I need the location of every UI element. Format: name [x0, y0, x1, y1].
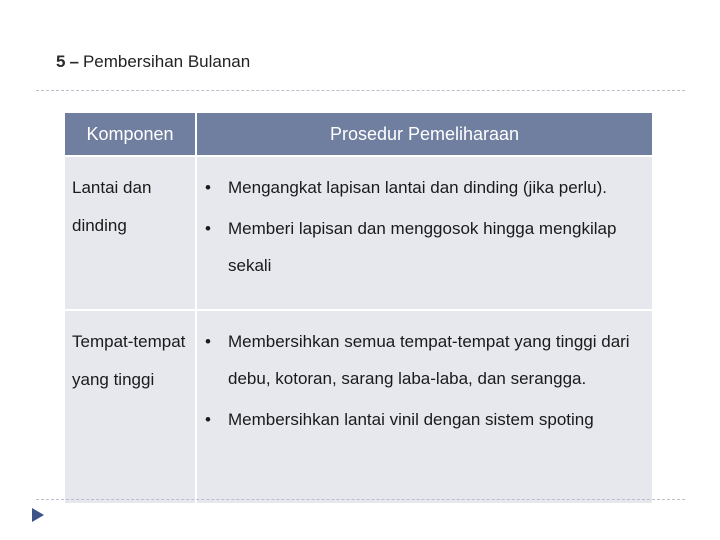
bullet-icon: • [205, 219, 211, 238]
table-row [65, 309, 652, 503]
component-label: Tempat-tempat yang tinggi [72, 332, 186, 389]
procedure-cell [197, 155, 652, 309]
procedure-text: Membersihkan lantai vinil dengan sistem spoting [228, 410, 594, 429]
bullet-icon: • [205, 332, 211, 351]
slide-title [56, 50, 250, 74]
component-cell [65, 155, 197, 309]
maintenance-table [65, 113, 652, 503]
procedure-text: Mengangkat lapisan lantai dan dinding (jika perlu). [228, 178, 607, 197]
slide-title-text: Pembersihan Bulanan [82, 52, 251, 71]
header-procedure: Prosedur Pemeliharaan [197, 113, 652, 155]
procedure-list [197, 311, 652, 452]
procedure-item [205, 323, 652, 397]
procedure-item [205, 169, 652, 206]
procedure-text: Membersihkan semua tempat-tempat yang tinggi dari debu, kotoran, sarang laba-laba, dan serangga. [228, 332, 630, 388]
slide-title-dash: – [69, 52, 79, 71]
procedure-list [197, 157, 652, 298]
procedure-item [205, 401, 652, 438]
slide-title-number: 5 [56, 52, 66, 71]
procedure-text: Memberi lapisan dan menggosok hingga mengkilap sekali [228, 219, 617, 275]
header-component: Komponen [65, 113, 197, 155]
bottom-divider [36, 499, 685, 500]
bullet-icon: • [205, 178, 211, 197]
table-row [65, 155, 652, 309]
table-header-row [65, 113, 652, 155]
bullet-icon: • [205, 410, 211, 429]
component-cell [65, 309, 197, 503]
triangle-right-icon [31, 507, 45, 523]
procedure-item [205, 210, 652, 284]
top-divider [36, 90, 685, 91]
procedure-cell [197, 309, 652, 503]
component-label: Lantai dan dinding [72, 178, 152, 235]
